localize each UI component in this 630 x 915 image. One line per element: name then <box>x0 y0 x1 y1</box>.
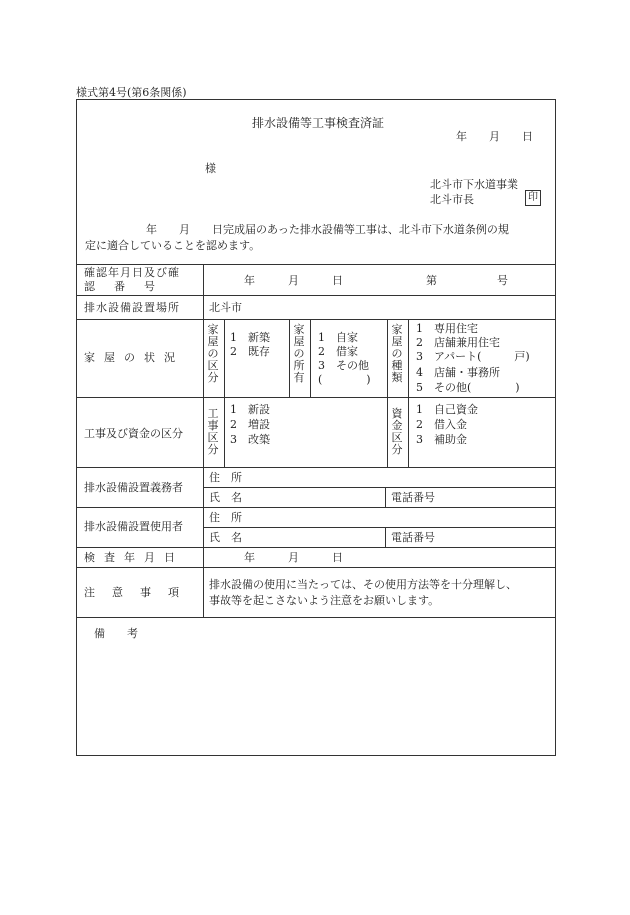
statement-line-2: 定に適合していることを認めます。 <box>85 239 261 252</box>
house-class-option: 1 新築 <box>230 331 270 344</box>
obligor-label: 排水設備設置義務者 <box>84 481 183 494</box>
work-funding-label: 工事及び資金の区分 <box>84 427 183 440</box>
house-owner-option: 1 自家 <box>318 331 358 344</box>
fund-class-option: 2 借入金 <box>416 418 467 431</box>
confirm-number-prefix: 第 <box>426 274 437 287</box>
user-phone-label: 電話番号 <box>391 531 435 544</box>
obligor-phone-label: 電話番号 <box>391 491 435 504</box>
obligor-name-label: 氏 名 <box>209 491 242 504</box>
house-type-label: 家屋の種類 <box>391 323 403 384</box>
notes-line-2: 事故等を起こさないよう注意をお願いします。 <box>209 594 440 607</box>
work-class-label: 工事区分 <box>207 407 219 456</box>
user-name-label: 氏 名 <box>209 531 242 544</box>
fund-class-option: 3 補助金 <box>416 433 467 446</box>
notes-label: 注意事項 <box>84 586 196 599</box>
house-owner-label: 家屋の所有 <box>293 323 305 384</box>
confirm-label-line2: 認 番 号 <box>84 280 159 293</box>
house-status-label: 家屋の状況 <box>84 351 184 364</box>
house-type-option: 5 その他( ) <box>416 381 520 394</box>
user-label: 排水設備設置使用者 <box>84 520 183 533</box>
confirm-number-suffix: 号 <box>497 274 508 287</box>
notes-line-1: 排水設備の使用に当たっては、その使用方法等を十分理解し、 <box>209 578 517 591</box>
location-label: 排水設備設置場所 <box>84 301 180 314</box>
house-type-option: 2 店舗兼用住宅 <box>416 336 500 349</box>
work-class-option: 1 新設 <box>230 403 270 416</box>
house-owner-option: 3 その他 <box>318 359 369 372</box>
inspection-date-label: 検査年月日 <box>84 551 184 564</box>
house-class-label: 家屋の区分 <box>207 323 219 384</box>
statement-line-1: 年 月 日完成届のあった排水設備等工事は、北斗市下水道条例の規 <box>146 223 509 236</box>
addressee-suffix: 様 <box>205 162 216 175</box>
house-type-option: 1 専用住宅 <box>416 322 478 335</box>
confirm-label-line1: 確認年月日及び確 <box>84 266 180 279</box>
form-number: 様式第4号(第6条関係) <box>76 86 187 99</box>
fund-class-label: 資金区分 <box>391 407 403 456</box>
remarks-label: 備 考 <box>94 627 138 640</box>
confirm-date: 年 月 日 <box>244 274 343 287</box>
issue-date: 年 月 日 <box>456 130 533 143</box>
work-class-option: 3 改築 <box>230 433 270 446</box>
work-class-option: 2 増設 <box>230 418 270 431</box>
house-type-option: 4 店舗・事務所 <box>416 366 500 379</box>
issuer-title: 北斗市長 <box>430 193 474 206</box>
issuer-organization: 北斗市下水道事業 <box>430 178 518 191</box>
house-class-option: 2 既存 <box>230 345 270 358</box>
certificate-title: 排水設備等工事検査済証 <box>252 116 385 130</box>
house-type-option: 3 アパート( 戸) <box>416 350 530 363</box>
obligor-address-label: 住 所 <box>209 471 242 484</box>
fund-class-option: 1 自己資金 <box>416 403 478 416</box>
seal-mark: 印 <box>525 190 541 206</box>
house-owner-option: 2 借家 <box>318 345 358 358</box>
location-value: 北斗市 <box>209 301 242 314</box>
house-owner-option: ( ) <box>318 373 371 386</box>
user-address-label: 住 所 <box>209 511 242 524</box>
inspection-date: 年 月 日 <box>244 551 343 564</box>
